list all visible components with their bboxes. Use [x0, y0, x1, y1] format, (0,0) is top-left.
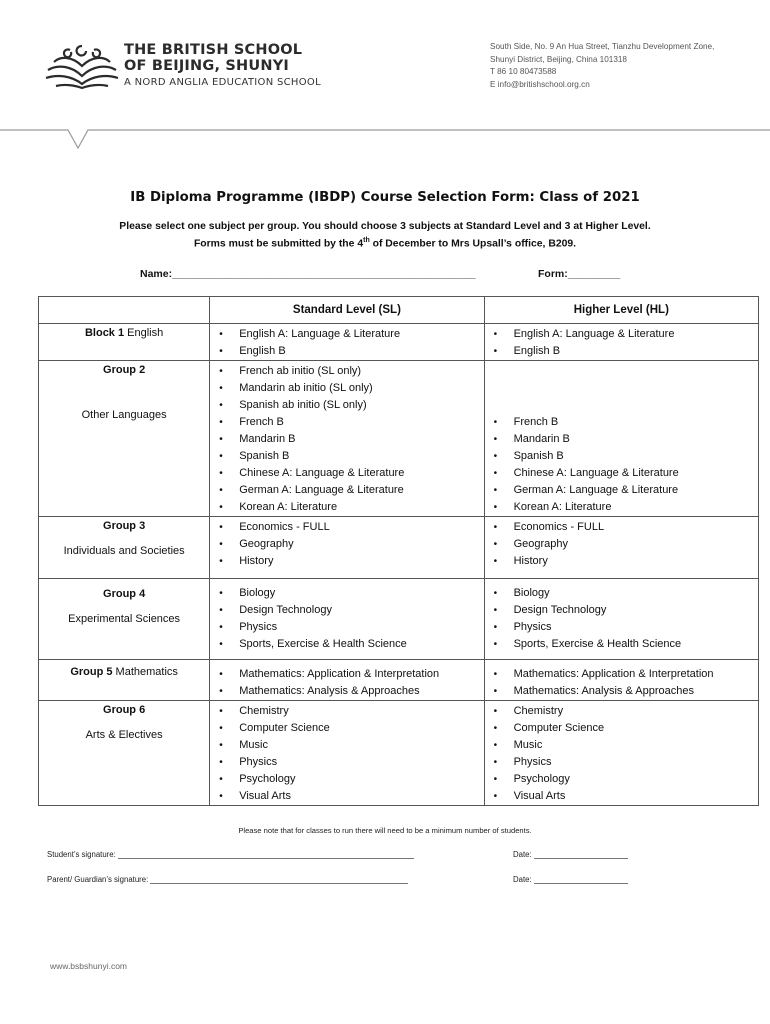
table-header-row [39, 297, 759, 324]
list-item: • Sports, Exercise & Health Science [210, 636, 483, 653]
list-item: • Psychology [210, 771, 483, 788]
minimum-students-note: Please note that for classes to run there will need to be a minimum number of students. [238, 826, 532, 835]
hl-options [484, 324, 758, 361]
address-email: E info@britishschool.org.cn [490, 80, 590, 90]
hl-column-header: Higher Level (HL) [484, 297, 758, 324]
list-item: • Design Technology [210, 602, 483, 619]
list-item: • Visual Arts [210, 788, 483, 805]
student-date-field[interactable] [513, 850, 628, 859]
school-crest-logo [40, 40, 124, 90]
student-signature-label: Student’s signature: [47, 850, 116, 859]
list-item: • Korean A: Literature [210, 499, 483, 516]
parent-date-field[interactable] [513, 875, 628, 884]
table-row-block1 [39, 324, 759, 361]
list-item: • English A: Language & Literature [210, 326, 483, 343]
form-title: IB Diploma Programme (IBDP) Course Selection Form: Class of 2021 [130, 190, 640, 205]
list-item: • Music [210, 737, 483, 754]
header-empty-cell [39, 297, 210, 324]
list-item: • Mandarin ab initio (SL only) [210, 380, 483, 397]
sl-options [210, 361, 484, 517]
footer-website: www.bsbshunyi.com [50, 961, 128, 971]
list-item: • Music [485, 737, 758, 754]
list-item: • Spanish B [210, 448, 483, 465]
list-item: • German A: Language & Literature [485, 482, 758, 499]
bullet-list [485, 701, 758, 805]
bullet-list [485, 361, 758, 516]
list-item: • Spanish B [485, 448, 758, 465]
bullet-list [210, 361, 483, 516]
list-item: • Computer Science [210, 720, 483, 737]
name-field[interactable] [140, 268, 476, 280]
table-row-group3 [39, 517, 759, 579]
date-label: Date: [513, 875, 532, 884]
date-label: Date: [513, 850, 532, 859]
list-item: • Economics - FULL [210, 519, 483, 536]
school-affiliation: A NORD ANGLIA EDUCATION SCHOOL [124, 77, 321, 88]
list-item: • French B [210, 414, 483, 431]
instructions-line1: Please select one subject per group. You should choose 3 subjects at Standard Level and 3 at Higher Level. [119, 221, 651, 232]
list-item: • English B [485, 343, 758, 360]
bullet-list [210, 579, 483, 659]
school-name-block [124, 42, 321, 88]
course-selection-table [38, 296, 759, 806]
list-item: • Geography [485, 536, 758, 553]
school-name-line2: OF BEIJING, SHUNYI [124, 58, 289, 74]
list-item: • Psychology [485, 771, 758, 788]
table-row-group4 [39, 579, 759, 660]
list-item: • English B [210, 343, 483, 360]
list-item: • History [485, 553, 758, 570]
list-item: • Mandarin B [210, 431, 483, 448]
sl-options [210, 517, 484, 579]
list-item: • Mathematics: Application & Interpretation [485, 666, 758, 683]
name-blank[interactable]: ____________________________________________________ [172, 268, 476, 280]
address-line: South Side, No. 9 An Hua Street, Tianzhu Development Zone, [490, 42, 715, 51]
sl-column-header: Standard Level (SL) [210, 297, 484, 324]
list-item: • Economics - FULL [485, 519, 758, 536]
parent-signature-label: Parent/ Guardian’s signature: [47, 875, 149, 884]
sl-options [210, 324, 484, 361]
list-item: • French ab initio (SL only) [210, 363, 483, 380]
instructions-line2: Forms must be submitted by the 4th of December to Mrs Upsall’s office, B209. [193, 236, 577, 250]
student-signature-line[interactable] [118, 858, 414, 859]
list-item: • Visual Arts [485, 788, 758, 805]
list-item: • Chinese A: Language & Literature [210, 465, 483, 482]
bullet-list [485, 660, 758, 700]
bullet-list [210, 517, 483, 570]
school-address [490, 41, 714, 92]
address-line: Shunyi District, Beijing, China 101318 [490, 54, 627, 64]
sl-options [210, 701, 484, 806]
form-label: Form: [538, 268, 568, 280]
bullet-list [485, 517, 758, 570]
hl-options [484, 579, 758, 660]
name-label: Name: [140, 268, 173, 280]
student-date-line[interactable] [534, 858, 628, 859]
list-item: • Mandarin B [485, 431, 758, 448]
list-item: • Physics [210, 619, 483, 636]
group-cell: Group 5 Mathematics [39, 660, 210, 701]
school-name-line1: THE BRITISH SCHOOL [124, 42, 303, 58]
bullet-list [210, 701, 483, 805]
list-item: • Mathematics: Analysis & Approaches [210, 683, 483, 700]
list-item: • Chinese A: Language & Literature [485, 465, 758, 482]
bullet-list [485, 324, 758, 360]
list-item: • Physics [210, 754, 483, 771]
form-blank[interactable]: _________ [567, 268, 621, 280]
list-item: • Biology [485, 585, 758, 602]
bullet-list [485, 579, 758, 659]
instructions [0, 220, 770, 251]
table-row-group2 [39, 361, 759, 517]
sl-options [210, 660, 484, 701]
header-divider [0, 126, 770, 156]
list-item: • Korean A: Literature [485, 499, 758, 516]
list-item: • Mathematics: Application & Interpretation [210, 666, 483, 683]
list-item: • Physics [485, 619, 758, 636]
bullet-list [210, 324, 483, 360]
group-cell: Group 6 Arts & Electives [39, 701, 210, 806]
group-cell: Group 4 Experimental Sciences [39, 579, 210, 660]
student-signature-field[interactable] [47, 850, 414, 859]
table-row-group6 [39, 701, 759, 806]
list-item: • German A: Language & Literature [210, 482, 483, 499]
group-cell: Block 1 English [39, 324, 210, 361]
parent-date-line[interactable] [534, 883, 628, 884]
parent-signature-field[interactable] [47, 875, 408, 884]
hl-options [484, 701, 758, 806]
group-cell: Group 2 Other Languages [39, 361, 210, 517]
hl-options [484, 517, 758, 579]
list-item: • Chemistry [210, 703, 483, 720]
list-item: • Chemistry [485, 703, 758, 720]
list-item: • Mathematics: Analysis & Approaches [485, 683, 758, 700]
bullet-list [210, 660, 483, 700]
address-phone: T 86 10 80473588 [490, 67, 557, 77]
list-item: • Computer Science [485, 720, 758, 737]
list-item: • English A: Language & Literature [485, 326, 758, 343]
list-item: • Design Technology [485, 602, 758, 619]
sl-options [210, 579, 484, 660]
list-item: • Spanish ab initio (SL only) [210, 397, 483, 414]
hl-options [484, 361, 758, 517]
list-item: • Physics [485, 754, 758, 771]
list-item: • Biology [210, 585, 483, 602]
list-item: • Geography [210, 536, 483, 553]
list-item: • French B [485, 414, 758, 431]
form-field[interactable] [538, 268, 620, 280]
group-cell: Group 3 Individuals and Societies [39, 517, 210, 579]
table-row-group5 [39, 660, 759, 701]
hl-options [484, 660, 758, 701]
parent-signature-line[interactable] [150, 883, 408, 884]
list-item: • Sports, Exercise & Health Science [485, 636, 758, 653]
list-item: • History [210, 553, 483, 570]
